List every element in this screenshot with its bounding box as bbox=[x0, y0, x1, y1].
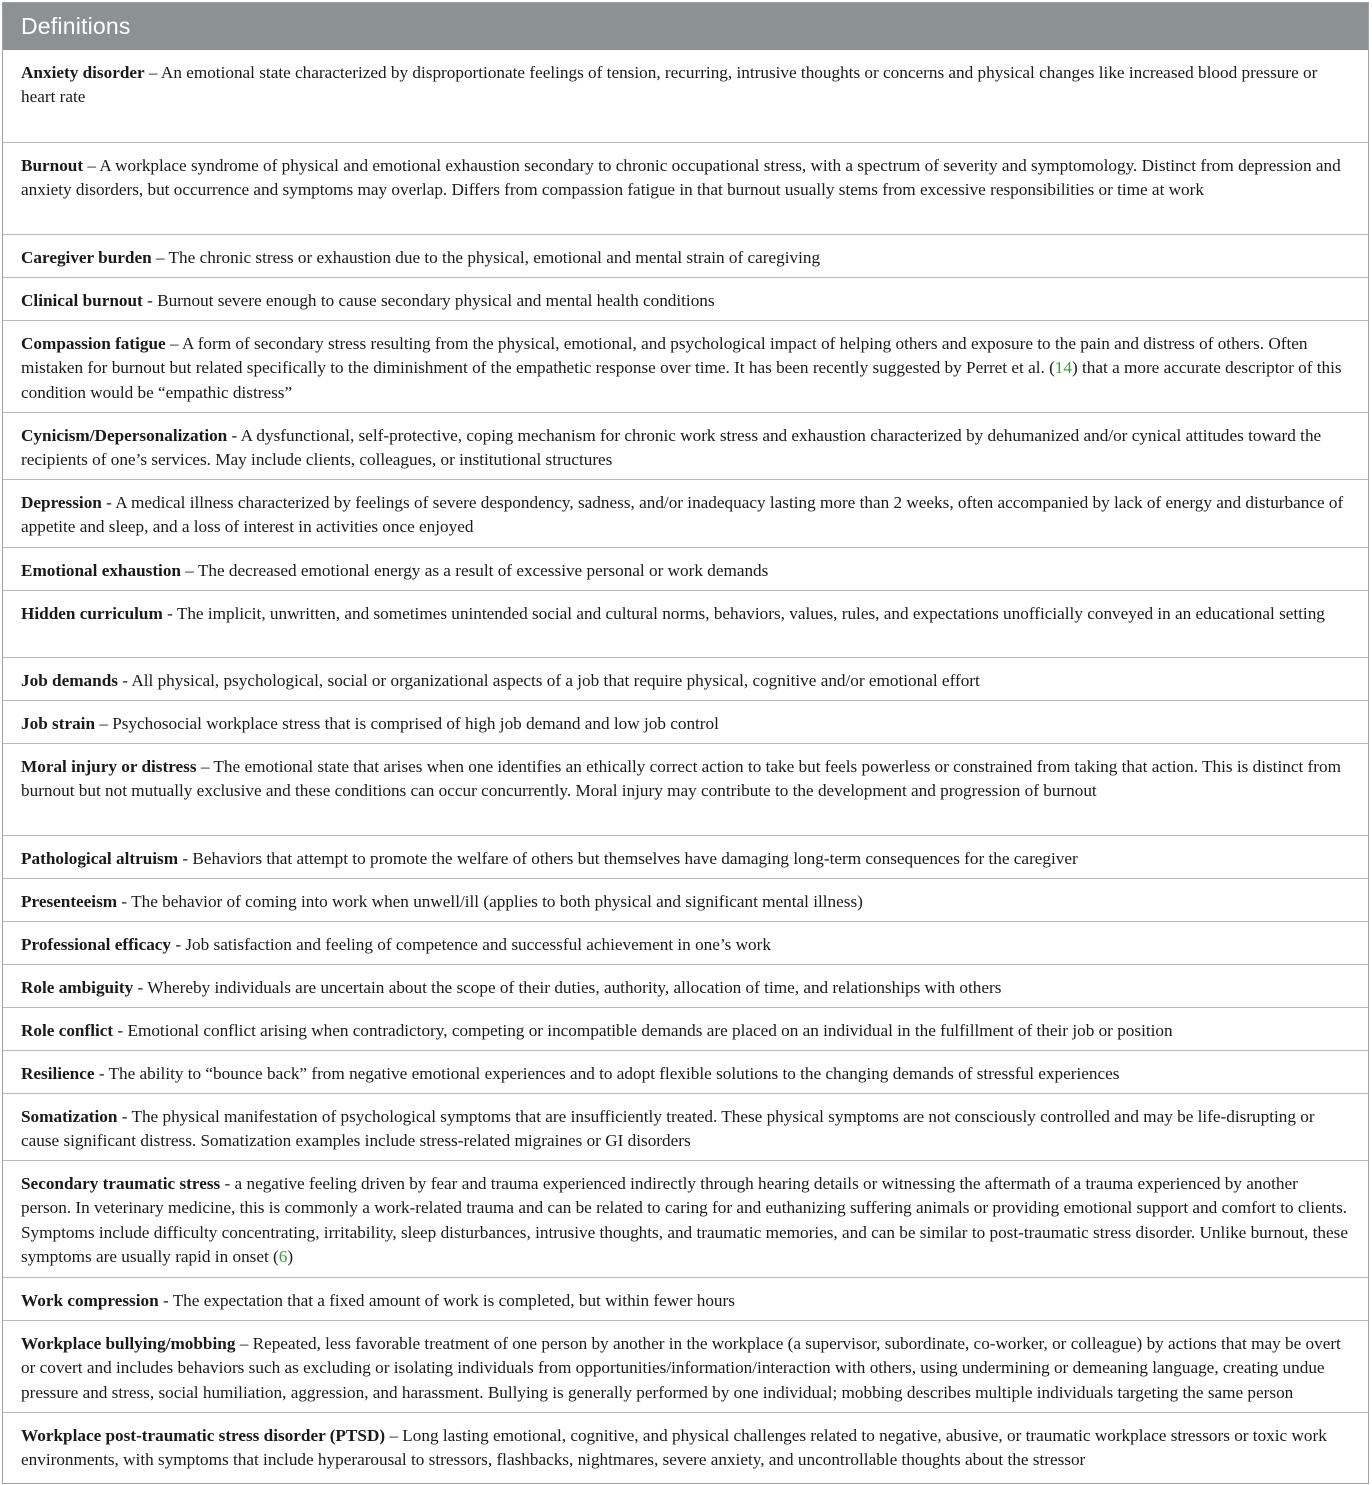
definition-text: A workplace syndrome of physical and emotional exhaustion secondary to chronic occupational stress, with a spectrum of severity and symptomology. Distinct from depression and anxiety disorders, but occurrence and symptoms may overlap. Differs from compassion fatigue in that burnout usually stems from excessive responsibilities or time at work bbox=[21, 156, 1341, 200]
definition-term: Role ambiguity bbox=[21, 978, 134, 997]
table-header-title: Definitions bbox=[21, 13, 131, 39]
definition-text: A dysfunctional, self-protective, coping mechanism for chronic work stress and exhaustion characterized by dehumanized and/or cynical attitudes toward the recipients of one’s services. May include clients, colleagues, or institutional structures bbox=[21, 426, 1322, 470]
definition-separator: - bbox=[220, 1174, 235, 1193]
definition-text: The ability to “bounce back” from negative emotional experiences and to adopt flexible solutions to the changing demands of stressful experiences bbox=[108, 1064, 1120, 1083]
table-row bbox=[3, 878, 1368, 921]
definition-term: Resilience bbox=[21, 1064, 95, 1083]
table-row bbox=[3, 320, 1368, 412]
table-row bbox=[3, 234, 1368, 277]
definition-term: Workplace bullying/mobbing bbox=[21, 1334, 236, 1353]
definition-term: Job demands bbox=[21, 671, 118, 690]
definition-term: Work compression bbox=[21, 1291, 159, 1310]
definition-term: Emotional exhaustion bbox=[21, 561, 181, 580]
definition-term: Moral injury or distress bbox=[21, 757, 197, 776]
definition-separator: - bbox=[171, 935, 186, 954]
definition-separator: – bbox=[180, 561, 198, 580]
definition-term: Role conflict bbox=[21, 1021, 114, 1040]
definition-separator: – bbox=[165, 334, 182, 353]
definition-term: Cynicism/Depersonalization bbox=[21, 426, 228, 445]
table-row bbox=[3, 50, 1368, 142]
table-row bbox=[3, 743, 1368, 835]
definition-separator: - bbox=[113, 1021, 128, 1040]
definition-separator: - bbox=[142, 291, 158, 310]
definition-text: ) that a more accurate descriptor of this condition would be “empathic distress” bbox=[21, 358, 1342, 402]
definition-text: A medical illness characterized by feelings of severe despondency, sadness, and/or inadequacy lasting more than 2 weeks, often accompanied by lack of energy and disturbance of appetite and sleep, and a loss of interest in activities once enjoyed bbox=[21, 493, 1344, 537]
table-row bbox=[3, 1320, 1368, 1412]
definition-separator: - bbox=[117, 1107, 132, 1126]
definition-text: The behavior of coming into work when unwell/ill (applies to both physical and significant mental illness) bbox=[131, 892, 863, 911]
definition-term: Pathological altruism bbox=[21, 849, 179, 868]
definition-separator: - bbox=[117, 671, 132, 690]
definition-text: Repeated, less favorable treatment of one person by another in the workplace (a supervisor, subordinate, co-worker, or colleague) by actions that may be overt or covert and includes behaviors such as excluding or isolating individuals from opportunities/information/interaction with others, using undermining or demeaning language, creating undue pressure and stress, social humiliation, aggression, and harassment. Bullying is generally performed by one individual; mobbing describes multiple individuals targeting the same person bbox=[21, 1334, 1341, 1402]
definition-term: Presenteeism bbox=[21, 892, 118, 911]
table-row bbox=[3, 479, 1368, 547]
definition-text: The physical manifestation of psychological symptoms that are insufficiently treated. These physical symptoms are not consciously controlled and may be life-disrupting or cause significant distress. Somatization examples include stress-related migraines or GI disorders bbox=[21, 1107, 1315, 1151]
definition-separator: - bbox=[178, 849, 193, 868]
definition-term: Job strain bbox=[21, 714, 96, 733]
table-row bbox=[3, 1093, 1368, 1160]
definition-text: The emotional state that arises when one identifies an ethically correct action to take but feels powerless or constrained from taking that action. This is distinct from burnout but not mutually exclusive and these conditions can occur concurrently. Moral injury may contribute to the development and progression of burnout bbox=[21, 757, 1341, 801]
table-row bbox=[3, 412, 1368, 479]
table-row bbox=[3, 835, 1368, 878]
table-row bbox=[3, 921, 1368, 964]
table-row bbox=[3, 590, 1368, 657]
table-row bbox=[3, 142, 1368, 234]
definition-term: Secondary traumatic stress bbox=[21, 1174, 221, 1193]
definition-separator: - bbox=[162, 604, 177, 623]
definition-text: ) bbox=[287, 1247, 294, 1267]
definition-term: Clinical burnout bbox=[21, 291, 143, 310]
definition-text: Emotional conflict arising when contradictory, competing or incompatible demands are placed on an individual in the fulfillment of their job or position bbox=[127, 1021, 1173, 1040]
definition-separator: - bbox=[117, 892, 132, 911]
definition-text: Behaviors that attempt to promote the welfare of others but themselves have damaging long-term consequences for the caregiver bbox=[192, 849, 1078, 868]
definition-text: An emotional state characterized by disproportionate feelings of tension, recurring, intrusive thoughts or concerns and physical changes like increased blood pressure or heart rate bbox=[21, 63, 1318, 107]
definition-separator: - bbox=[94, 1064, 109, 1083]
definition-term: Anxiety disorder bbox=[21, 63, 145, 82]
table-body bbox=[3, 50, 1368, 1483]
definition-text: a negative feeling driven by fear and trauma experienced indirectly through hearing details or witnessing the aftermath of a trauma experienced by another person. In veterinary medicine, this is commonly a work-related trauma and can be related to caring for and euthanizing suffering animals or providing emotional support and comfort to clients. Symptoms include difficulty concentrating, irritability, sleep disturbances, intrusive thoughts, and traumatic memories, and can be similar to post-traumatic stress disorder. Unlike burnout, these symptoms are usually rapid in onset ( bbox=[21, 1174, 1348, 1267]
definition-term: Caregiver burden bbox=[21, 248, 152, 267]
table-row bbox=[3, 700, 1368, 743]
table-header bbox=[3, 3, 1368, 50]
definition-text: Psychosocial workplace stress that is comprised of high job demand and low job control bbox=[112, 714, 719, 733]
definition-separator: – bbox=[83, 156, 100, 175]
definition-separator: – bbox=[385, 1426, 403, 1445]
definition-text: A form of secondary stress resulting from the physical, emotional, and psychological impact of helping others and exposure to the pain and distress of others. Often mistaken for burnout but related specifically to the diminishment of the empathetic response over time. It has been recently suggested by Perret et al. ( bbox=[21, 334, 1308, 378]
definition-text: The chronic stress or exhaustion due to the physical, emotional and mental strain of caregiving bbox=[168, 248, 821, 267]
table-row bbox=[3, 547, 1368, 590]
definition-term: Burnout bbox=[21, 156, 84, 175]
definition-text: The implicit, unwritten, and sometimes unintended social and cultural norms, behaviors, values, rules, and expectations unofficially conveyed in an educational setting bbox=[176, 604, 1325, 623]
table-row bbox=[3, 1160, 1368, 1277]
definition-separator: - bbox=[227, 426, 241, 445]
table-row bbox=[3, 1277, 1368, 1320]
definition-separator: - bbox=[101, 493, 116, 512]
table-row bbox=[3, 1007, 1368, 1050]
definition-term: Workplace post-traumatic stress disorder (PTSD) bbox=[21, 1426, 386, 1445]
table-row bbox=[3, 657, 1368, 700]
definition-text: Long lasting emotional, cognitive, and physical challenges related to negative, abusive, or traumatic workplace stressors or toxic work environments, with symptoms that include hyperarousal to stressors, flashbacks, nightmares, severe anxiety, and uncontrollable thoughts about the stressor bbox=[21, 1426, 1327, 1470]
definition-separator: - bbox=[158, 1291, 173, 1310]
definition-separator: – bbox=[196, 757, 214, 776]
table-row bbox=[3, 1412, 1368, 1483]
definition-text: The expectation that a fixed amount of work is completed, but within fewer hours bbox=[172, 1291, 735, 1310]
definition-separator: – bbox=[144, 63, 161, 82]
definition-text: Burnout severe enough to cause secondary physical and mental health conditions bbox=[157, 291, 715, 310]
definition-term: Compassion fatigue bbox=[21, 334, 166, 353]
definition-text: The decreased emotional energy as a result of excessive personal or work demands bbox=[197, 561, 769, 580]
definitions-table bbox=[2, 2, 1369, 1484]
definition-term: Depression bbox=[21, 493, 102, 512]
citation-link[interactable]: 14 bbox=[1054, 358, 1072, 378]
definition-separator: – bbox=[151, 248, 169, 267]
definition-separator: - bbox=[133, 978, 148, 997]
table-row bbox=[3, 964, 1368, 1007]
definition-text: Whereby individuals are uncertain about the scope of their duties, authority, allocation of time, and relationships with others bbox=[147, 978, 1002, 997]
definition-term: Professional efficacy bbox=[21, 935, 172, 954]
definition-separator: – bbox=[95, 714, 113, 733]
definition-term: Somatization bbox=[21, 1107, 118, 1126]
definition-text: Job satisfaction and feeling of competence and successful achievement in one’s work bbox=[185, 935, 771, 954]
citation-link[interactable]: 6 bbox=[278, 1247, 288, 1267]
definition-separator: – bbox=[235, 1334, 253, 1353]
definition-text: All physical, psychological, social or organizational aspects of a job that require physical, cognitive and/or emotional effort bbox=[131, 671, 980, 690]
definition-term: Hidden curriculum bbox=[21, 604, 163, 623]
table-row bbox=[3, 1050, 1368, 1093]
table-row bbox=[3, 277, 1368, 320]
